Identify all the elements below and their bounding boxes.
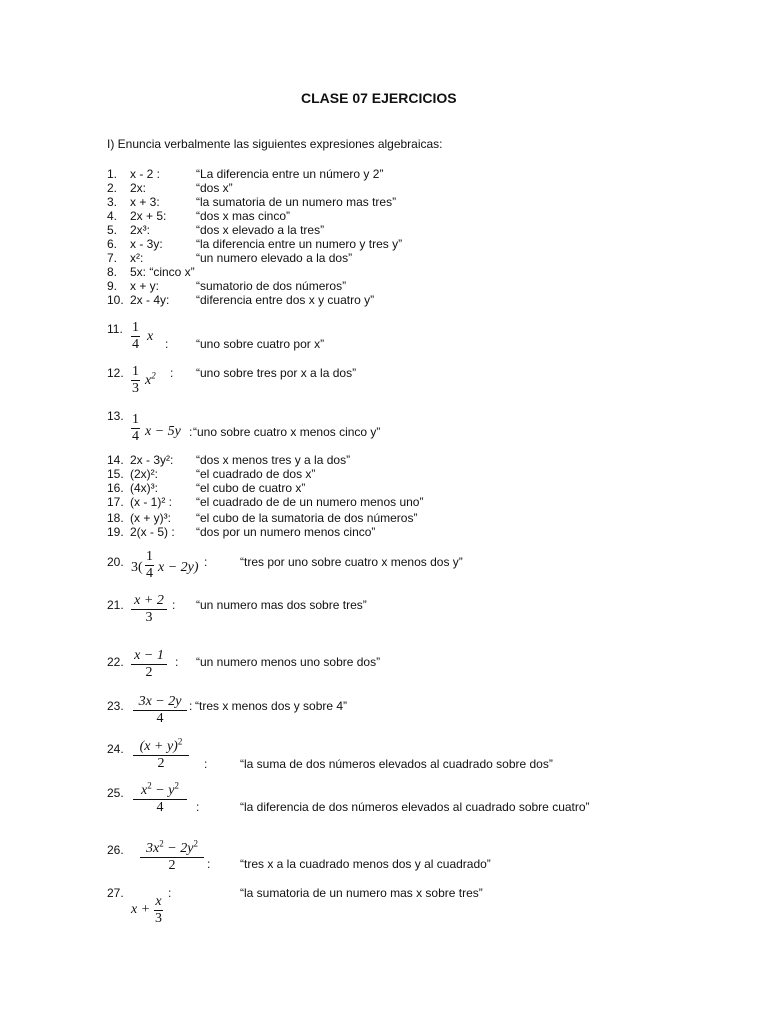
math-term: x − 2y) (158, 560, 199, 575)
item-number: 8. (107, 265, 118, 279)
fraction-denominator: 3 (155, 911, 162, 926)
item-expression: (x + y)³: (130, 511, 171, 525)
item-text: “dos por un numero menos cinco” (196, 525, 376, 539)
item-colon: : (175, 655, 179, 669)
item-expression: 2(x - 5) : (130, 525, 175, 539)
item-expression: (4x)³: (130, 481, 158, 495)
item-text: “el cubo de cuatro x” (196, 481, 306, 495)
item-expression: x²: (130, 251, 144, 265)
item-colon: : (165, 337, 169, 351)
item-number: 5. (107, 223, 118, 237)
instruction-text: I) Enuncia verbalmente las siguientes expresiones algebraicas: (107, 137, 443, 151)
fraction (131, 364, 140, 397)
item-colon: : (204, 555, 208, 569)
fraction (131, 320, 140, 353)
fraction (131, 648, 167, 681)
item-text: “uno sobre tres por x a la dos” (196, 366, 357, 380)
item-number: 24. (107, 742, 124, 756)
fraction (145, 549, 154, 582)
fraction-denominator: 4 (132, 337, 139, 352)
item-text: “un numero menos uno sobre dos” (196, 655, 381, 669)
item-number: 18. (107, 511, 124, 525)
fraction (131, 412, 140, 445)
fraction-denominator: 2 (131, 664, 167, 681)
item-colon: : (189, 699, 193, 713)
item-text: “la diferencia de dos números elevados al cuadrado sobre cuatro” (240, 800, 590, 814)
item-text: “uno sobre cuatro x menos cinco y” (193, 425, 381, 439)
item-number: 6. (107, 237, 118, 251)
item-text: “un numero mas dos sobre tres” (196, 598, 367, 612)
item-text: “la sumatoria de un numero mas x sobre tres” (240, 886, 483, 900)
item-text: “el cuadrado de dos x” (196, 467, 316, 481)
item-number: 13. (107, 409, 124, 423)
item-text: “la suma de dos números elevados al cuadrado sobre dos” (240, 757, 553, 771)
item-expression: 2x + 5: (130, 209, 167, 223)
item-number: 14. (107, 453, 124, 467)
fraction-numerator: 1 (132, 412, 139, 427)
item-expression: x - 3y: (130, 237, 163, 251)
item-text: “uno sobre cuatro por x” (196, 337, 325, 351)
item-number: 7. (107, 251, 118, 265)
item-colon: : (204, 757, 208, 771)
item-number: 23. (107, 699, 124, 713)
item-text: “el cubo de la sumatoria de dos números” (196, 511, 418, 525)
item-expression: 2x: (130, 181, 147, 195)
math-term: 3( (131, 560, 143, 575)
item-text: “diferencia entre dos x y cuatro y” (196, 293, 375, 307)
math-term: $x^2$ (145, 370, 156, 388)
item-text: “dos x mas cinco” (196, 209, 291, 223)
item-number: 12. (107, 366, 124, 380)
item-number: 22. (107, 655, 124, 669)
item-number: 27. (107, 886, 124, 900)
item-number: 17. (107, 495, 124, 509)
fraction-numerator: 1 (146, 549, 153, 564)
item-number: 3. (107, 195, 118, 209)
fraction-denominator: 4 (132, 429, 139, 444)
page-title: CLASE 07 EJERCICIOS (301, 90, 457, 106)
item-expression: x + 3: (130, 195, 160, 209)
fraction-denominator: 4 (146, 566, 153, 581)
item-text: “dos x elevado a la tres” (196, 223, 325, 237)
fraction-denominator: 2 (133, 755, 189, 772)
item-text: “el cuadrado de de un numero menos uno” (196, 495, 424, 509)
item-expression: (x - 1)² : (130, 495, 172, 509)
item-number: 4. (107, 209, 118, 223)
item-expression: x - 2 : (130, 167, 161, 181)
math-term: x − 5y (145, 424, 181, 439)
item-expression: x + y: (130, 279, 160, 293)
fraction-numerator: x − 1 (134, 648, 164, 663)
item-text: “tres por uno sobre cuatro x menos dos y” (240, 555, 463, 569)
fraction-numerator: 3x − 2y (138, 694, 182, 709)
fraction-numerator: 1 (132, 320, 139, 335)
item-expression: (2x)²: (130, 467, 158, 481)
item-number: 1. (107, 167, 118, 181)
item-number: 10. (107, 293, 124, 307)
fraction-denominator: 3 (132, 381, 139, 396)
item-number: 15. (107, 467, 124, 481)
item-number: 11. (107, 322, 123, 336)
math-term: x (147, 329, 154, 344)
item-colon: : (196, 800, 200, 814)
item-text: “un numero elevado a la dos” (196, 251, 353, 265)
item-colon: : (207, 857, 211, 871)
item-text: “dos x menos tres y a la dos” (196, 453, 351, 467)
item-text: “La diferencia entre un número y 2” (196, 167, 384, 181)
fraction (131, 593, 167, 626)
math-term: x + (131, 902, 151, 917)
fraction (133, 780, 187, 816)
item-colon: : (189, 425, 193, 439)
fraction-numerator: x (155, 894, 162, 909)
item-text: “la sumatoria de un numero mas tres” (196, 195, 397, 209)
item-number: 16. (107, 481, 124, 495)
fraction (140, 838, 204, 874)
item-number: 20. (107, 555, 124, 569)
fraction-denominator: 4 (133, 710, 187, 727)
fraction-numerator: $x^2 - y^2$ (141, 780, 179, 798)
item-number: 25. (107, 786, 124, 800)
item-text: “dos x” (196, 181, 233, 195)
fraction-denominator: 2 (140, 857, 204, 874)
fraction (133, 694, 187, 727)
item-colon: : (168, 886, 172, 900)
fraction-denominator: 4 (133, 799, 187, 816)
fraction-numerator: $(x + y)^2$ (139, 736, 183, 754)
item-expression: 2x - 4y: (130, 293, 170, 307)
item-text: “sumatorio de dos números” (196, 279, 347, 293)
item-number: 21. (107, 598, 124, 612)
item-number: 9. (107, 279, 118, 293)
fraction-numerator: x + 2 (134, 593, 164, 608)
item-number: 2. (107, 181, 118, 195)
fraction-denominator: 3 (131, 609, 167, 626)
item-colon: : (172, 598, 176, 612)
fraction-numerator: $3x^2 - 2y^2$ (146, 838, 198, 856)
item-text: “tres x menos dos y sobre 4” (195, 699, 348, 713)
item-text: “la diferencia entre un numero y tres y” (196, 237, 403, 251)
item-text: “tres x a la cuadrado menos dos y al cuadrado” (240, 857, 491, 871)
fraction (133, 736, 189, 772)
item-expression: 2x - 3y²: (130, 453, 174, 467)
item-expression: 5x: “cinco x” (130, 265, 195, 279)
item-colon: : (170, 366, 174, 380)
item-expression: 2x³: (130, 223, 151, 237)
item-number: 26. (107, 843, 124, 857)
item-number: 19. (107, 525, 124, 539)
fraction (154, 894, 163, 927)
fraction-numerator: 1 (132, 364, 139, 379)
